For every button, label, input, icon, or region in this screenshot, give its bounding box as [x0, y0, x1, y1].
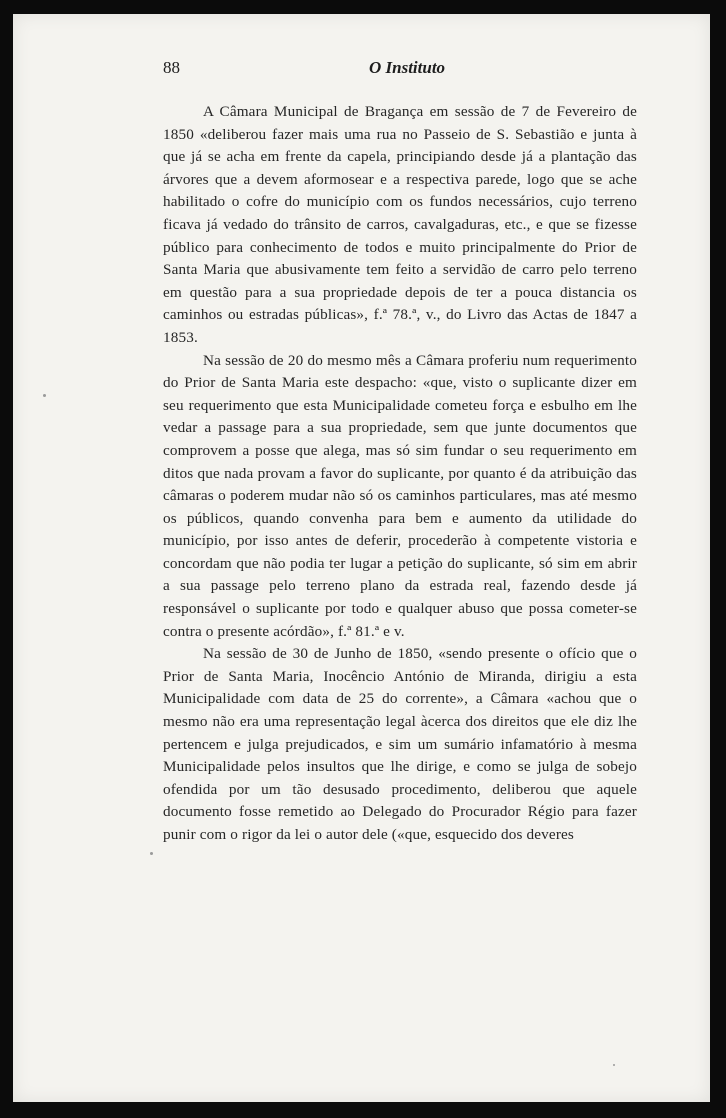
paper-speck	[613, 1064, 615, 1066]
paragraph-1: A Câmara Municipal de Bragança em sessão de 7 de Fevereiro de 1850 «deliberou fazer mais uma rua no Passeio de S. Sebastião e junta à que já se acha em frente da capela, principiando desde já a plantação das árvores que a devem aformosear e a respectiva parede, logo que se ache habilitado o cofre do município com os fundos necessários, cujo terreno ficava já vedado do trânsito de carros, cavalgaduras, etc., e que se fizesse público para conhecimento de todos e muito principalmente do Prior de Santa Maria que abusivamente tem feito a servidão de carro pelo terreno em questão para a sua propriedade depois de ter a pouca distancia os caminhos ou estradas públicas», f.ª 78.ª, v., do Livro das Actas de 1847 a 1853.	[163, 103, 637, 346]
paper-speck	[43, 394, 46, 397]
paper-speck	[150, 852, 153, 855]
page-number: 88	[163, 58, 180, 77]
paragraph-2: Na sessão de 20 do mesmo mês a Câmara proferiu num requerimento do Prior de Santa Maria este despacho: «que, visto o suplicante dizer em seu requerimento que esta Municipalidade cometeu força e esbulho em lhe vedar a passage para a sua propriedade, sem que junte documentos que comprovem a posse que alega, mas só sim fundar o seu requerimento em ditos que nada provam a favor do suplicante, por quanto é da atribuição das câmaras o poderem mudar não só os caminhos particulares, mas até mesmo os públicos, quando convenha para bem e aumento da utilidade do município, por isso antes de deferir, procederão à competente vistoria e concordam que não podia ter lugar a petição do suplicante, só sim em abrir a sua passage pelo terreno plano da estrada real, fazendo desde já responsável o suplicante por todo e qualquer abuso que possa cometer-se contra o presente acórdão», f.ª 81.ª e v.	[163, 351, 637, 640]
paragraph-3: Na sessão de 30 de Junho de 1850, «sendo presente o ofício que o Prior de Santa Maria, Inocêncio António de Miranda, dirigiu a esta Municipalidade com data de 25 do corrente», a Câmara «achou que o mesmo não era uma representação legal àcerca dos direitos que ele diz lhe pertencem e julga prejudicados, e sim um sumário infamatório à mesma Municipalidade pelos insultos que lhe dirige, e como se julga de sobejo ofendida por um tão desusado procedimento, deliberou que aquele documento fosse remetido ao Delegado do Procurador Régio para fazer punir com o rigor da lei o autor dele («que, esquecido dos deveres	[163, 645, 637, 843]
body-text	[163, 101, 637, 847]
page-header	[163, 58, 663, 82]
running-title: O Instituto	[369, 58, 446, 77]
